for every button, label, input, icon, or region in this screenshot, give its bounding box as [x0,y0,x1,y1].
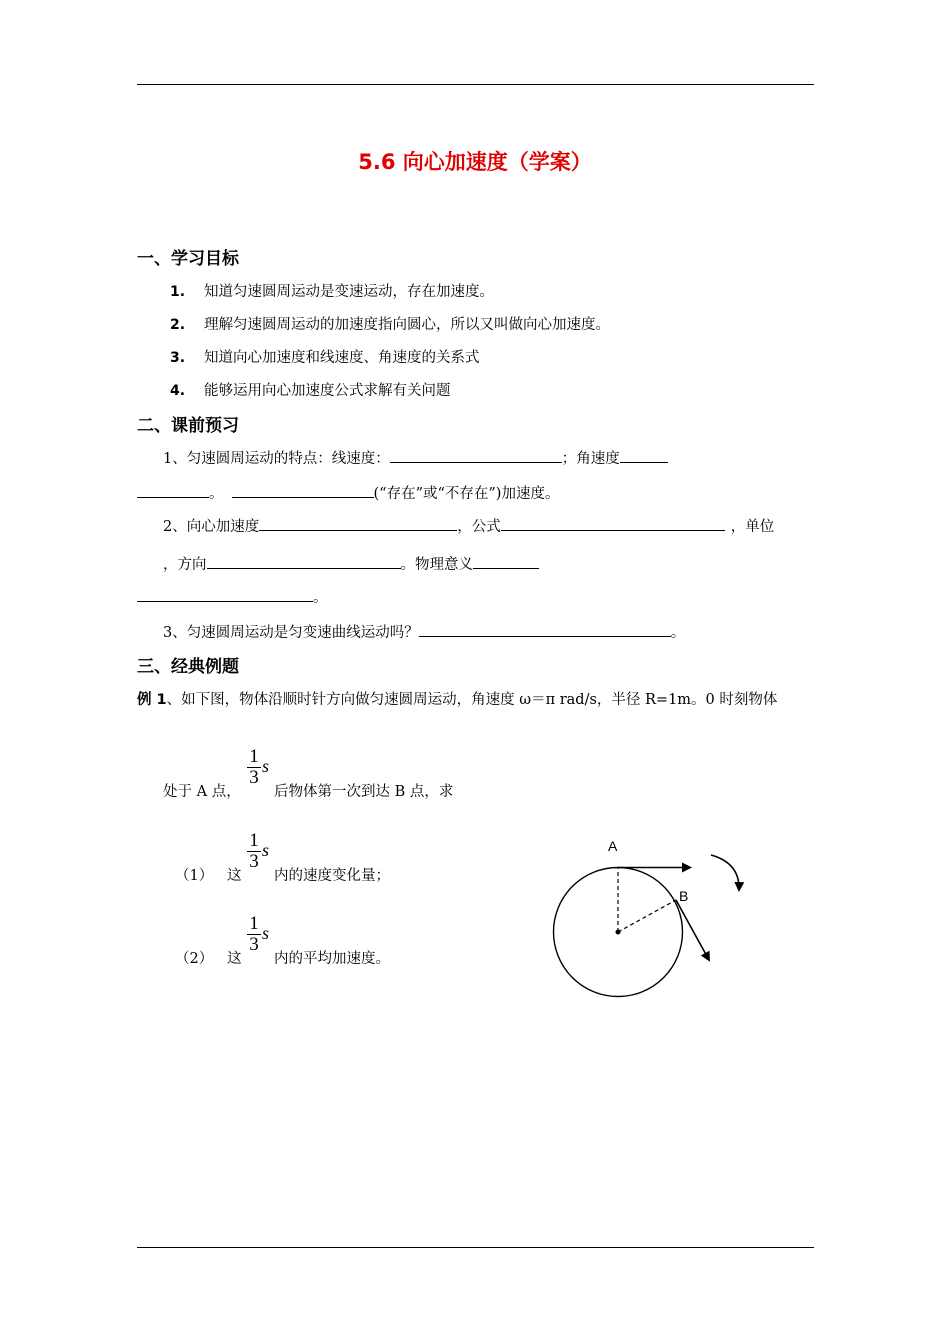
fraction-unit: s [262,756,270,776]
goal-item [170,313,610,334]
goal-item [170,280,494,301]
example-1-text [137,688,777,709]
q2-text-b: ，公式 [457,519,501,535]
fraction-one-third-s [247,746,270,788]
q1-blank-angular-cont[interactable] [137,483,209,498]
q1-text-d: (“存在”或“不存在”)加速度。 [373,486,560,502]
q2-text-a: 2、向心加速度 [163,519,260,535]
sub1-label: （1） [175,868,214,884]
q1-blank-exists[interactable] [232,483,374,498]
section-heading-examples: 三、经典例题 [137,657,239,677]
q2-text-e: 。物理意义 [400,557,473,573]
fraction-denominator: 3 [249,934,259,955]
goal-number: 1. [170,284,186,300]
preview-q1-line1 [163,447,668,468]
q3-text-a: 3、匀速圆周运动是匀变速曲线运动吗？ [163,625,419,641]
q1-text-b: ；角速度 [561,451,620,467]
q2-blank-formula[interactable] [501,516,725,531]
goal-number: 4. [170,383,186,399]
fraction-one-third-s [247,830,270,872]
q3-text-b: 。 [670,625,686,641]
preview-q2-line2 [163,553,539,574]
preview-q2-line3 [137,586,328,607]
q2-text-f: 。 [313,590,328,606]
section-heading-goals: 一、学习目标 [137,249,239,269]
q1-text-c: 。 [209,486,224,502]
example-line2-b: 后物体第一次到达 B 点，求 [274,784,454,800]
section-heading-preview: 二、课前预习 [137,416,239,436]
fraction-numerator: 1 [249,913,259,934]
q1-blank-angular-speed[interactable] [620,448,668,463]
header-rule [137,84,814,85]
q2-blank-meaning[interactable] [473,554,539,569]
goal-text: 理解匀速圆周运动的加速度指向圆心，所以又叫做向心加速度。 [204,317,610,333]
goal-number: 2. [170,317,186,333]
q1-blank-linear-speed[interactable] [390,448,562,463]
q2-text-c: ，单位 [730,519,775,535]
preview-q2-line1 [163,515,774,536]
goal-item [170,346,480,367]
fraction-denominator: 3 [249,851,259,872]
label-point-a: A [608,838,618,854]
label-point-b: B [679,888,689,904]
q3-blank-answer[interactable] [419,622,671,637]
page-title: 5.6 向心加速度（学案） [358,150,592,174]
fraction-numerator: 1 [249,830,259,851]
q2-text-d: ，方向 [163,557,207,573]
preview-q1-line2 [137,482,559,503]
fraction-unit: s [262,840,270,860]
example-line2-a: 处于 A 点， [163,784,241,800]
preview-q3 [163,621,685,642]
circular-motion-figure [540,830,760,1010]
q2-blank-definition[interactable] [259,516,457,531]
sub1-pre: 这 [227,868,242,884]
goal-text: 知道向心加速度和线速度、角速度的关系式 [204,350,480,366]
q2-blank-meaning-cont[interactable] [137,587,313,602]
goal-text: 能够运用向心加速度公式求解有关问题 [204,383,451,399]
fraction-one-third-s [247,913,270,955]
fraction-numerator: 1 [249,746,259,767]
velocity-arrow-b [676,900,709,960]
sub2-label: （2） [175,951,214,967]
goal-text: 知道匀速圆周运动是变速运动，存在加速度。 [204,284,494,300]
example-label: 例 1 [137,692,167,708]
q1-text-a: 1、匀速圆周运动的特点：线速度： [163,451,390,467]
fraction-unit: s [262,923,270,943]
goal-number: 3. [170,350,186,366]
sub2-post: 内的平均加速度。 [274,951,390,967]
goal-item [170,379,451,400]
radius-to-b [618,900,676,932]
sub2-pre: 这 [227,951,242,967]
footer-rule [137,1247,814,1248]
sub1-post: 内的速度变化量； [274,868,390,884]
q2-blank-direction[interactable] [207,554,401,569]
example-description: 、如下图，物体沿顺时针方向做匀速圆周运动，角速度 ω＝π rad/s，半径 R=1m。0 时刻物体 [166,692,778,708]
clockwise-arrow-icon [711,855,739,890]
fraction-denominator: 3 [249,767,259,788]
